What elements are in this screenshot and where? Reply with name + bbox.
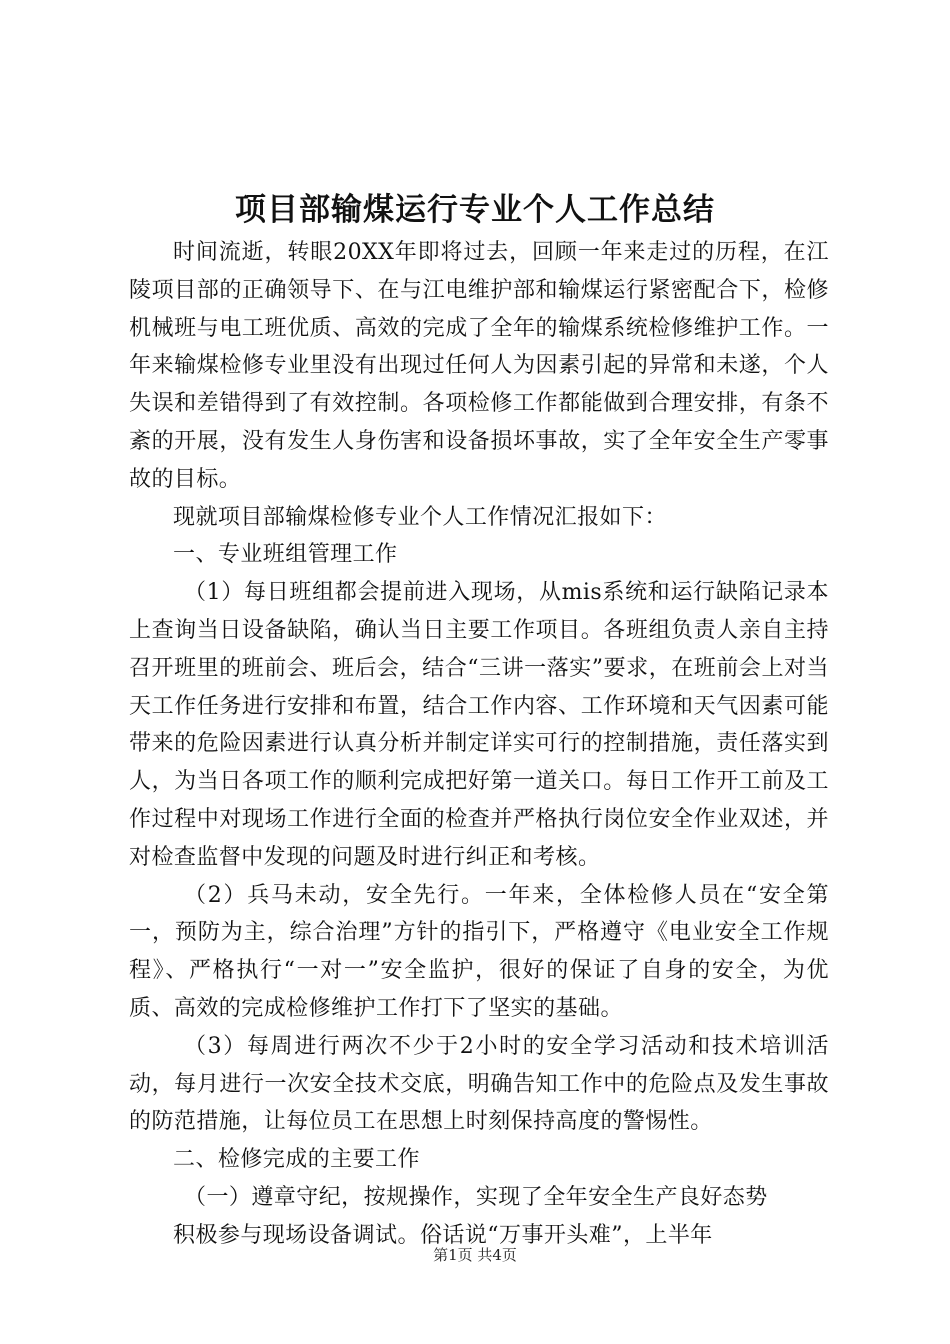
- paragraph-report-lead: 现就项目部输煤检修专业个人工作情况汇报如下：: [173, 504, 667, 530]
- document-body: [129, 234, 829, 1255]
- document-title: 项目部输煤运行专业个人工作总结: [235, 192, 715, 228]
- page-footer: 第1页 共4页: [433, 1246, 517, 1264]
- paragraph-item-2: （2）兵马未动，安全先行。一年来，全体检修人员在“安全第一，预防为主，综合治理”方针的指引下，严格遵守《电业安全工作规程》、严格执行“一对一”安全监护，很好的保证了自身的安全，为优质、高效的完成检修维护工作打下了坚实的基础。: [129, 882, 829, 1021]
- section-heading-team-management: 一、专业班组管理工作: [173, 542, 398, 568]
- section-heading-main-work: 二、检修完成的主要工作: [173, 1147, 420, 1173]
- subsection-heading-1: （一）遵章守纪，按规操作，实现了全年安全生产良好态势: [184, 1184, 768, 1210]
- paragraph-item-1: （1）每日班组都会提前进入现场，从mis系统和运行缺陷记录本上查询当日设备缺陷，确认当日主要工作项目。各班组负责人亲自主持召开班里的班前会、班后会，结合“三讲一落实”要求，在班前会上对当天工作任务进行安排和布置，结合工作内容、工作环境和天气因素可能带来的危险因素进行认真分析并制定详实可行的控制措施，责任落实到人，为当日各项工作的顺利完成把好第一道关口。每日工作开工前及工作过程中对现场工作进行全面的检查并严格执行岗位安全作业双述，并对检查监督中发现的问题及时进行纠正和考核。: [129, 580, 829, 870]
- paragraph-debugging: 积极参与现场设备调试。俗话说“万事开头难”，上半年: [173, 1222, 713, 1248]
- paragraph-item-3: （3）每周进行两次不少于2小时的安全学习活动和技术培训活动，每月进行一次安全技术交底，明确告知工作中的危险点及发生事故的防范措施，让每位员工在思想上时刻保持高度的警惕性。: [129, 1033, 829, 1135]
- paragraph-intro: 时间流逝，转眼20XX年即将过去，回顾一年来走过的历程，在江陵项目部的正确领导下、在与江电维护部和输煤运行紧密配合下，检修机械班与电工班优质、高效的完成了全年的输煤系统检修维护工作。一年来输煤检修专业里没有出现过任何人为因素引起的异常和未遂，个人失误和差错得到了有效控制。各项检修工作都能做到合理安排，有条不紊的开展，没有发生人身伤害和设备损坏事故，实了全年安全生产零事故的目标。: [129, 240, 829, 492]
